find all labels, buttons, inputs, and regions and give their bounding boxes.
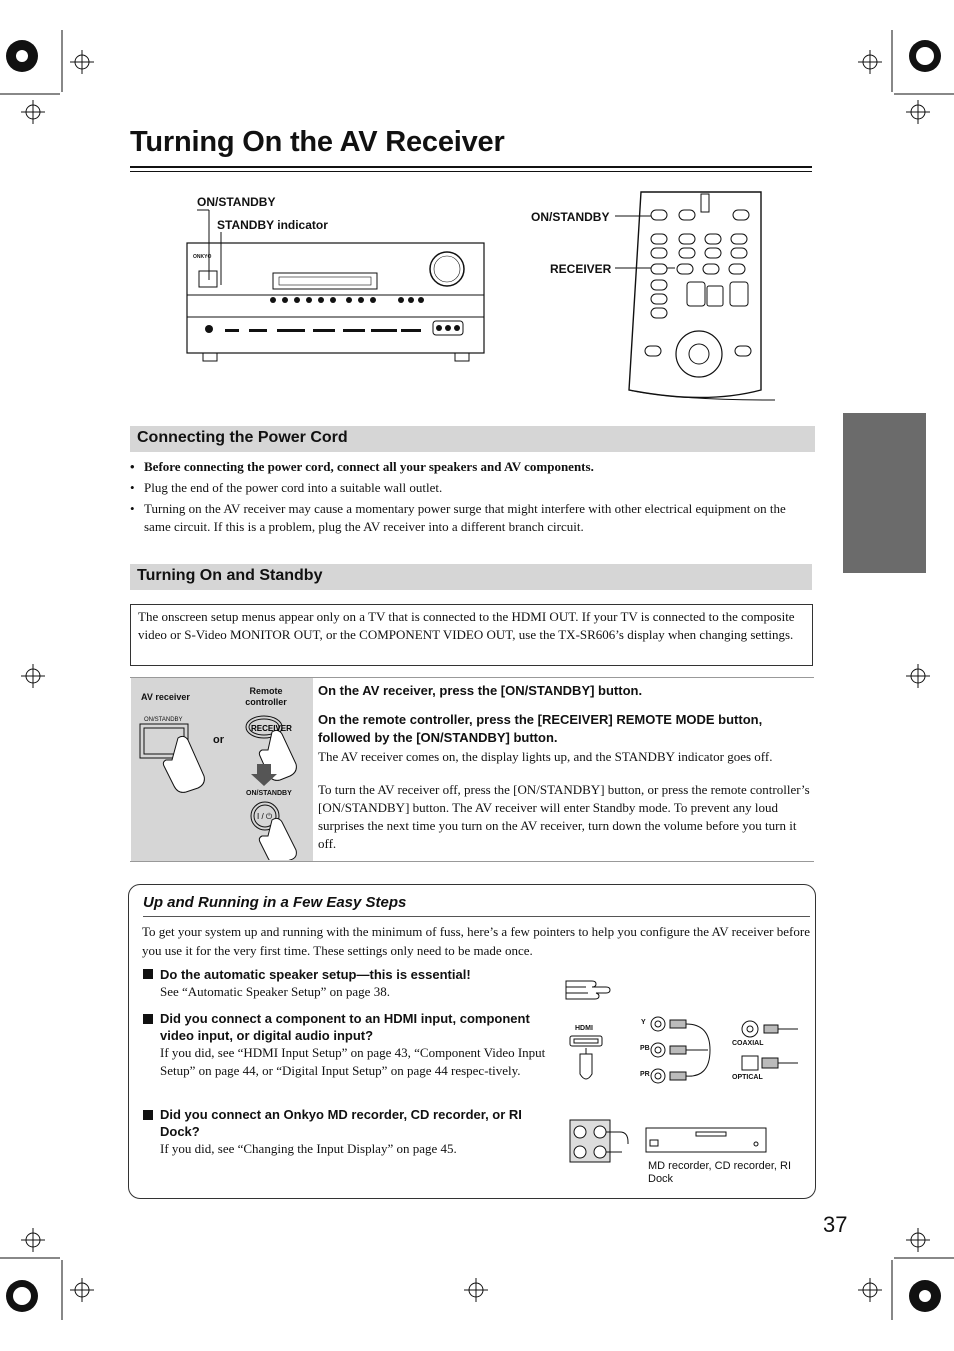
side-tab <box>843 413 926 573</box>
page-number: 37 <box>823 1212 848 1237</box>
easy-item-text: If you did, see “Changing the Input Display” on page 45. <box>160 1141 457 1156</box>
fig-coaxial-label: COAXIAL <box>732 1040 764 1047</box>
easy-steps-intro: To get your system up and running with the minimum of fuss, here’s a few pointers to help you configure the AV receiver before you use it for the very first time. These settings only need to be made once. <box>142 924 810 958</box>
on-standby-remote-label: ON/STANDBY <box>531 210 610 224</box>
fig-av-receiver-label: AV receiver <box>141 692 190 702</box>
fig-pr-label: PR <box>640 1071 650 1078</box>
easy-item-text: See “Automatic Speaker Setup” on page 38. <box>160 984 390 999</box>
hdmi-note-box: The onscreen setup menus appear only on a TV that is connected to the HDMI OUT. If your TV is connected to the composite video or S-Video MONITOR OUT, or the COMPONENT VIDEO OUT, use the TX-SR606’s display when changing settings. <box>130 604 813 666</box>
easy-steps-rule <box>143 916 810 917</box>
bullet-item: • Plug the end of the power cord into a suitable wall outlet. <box>130 479 814 497</box>
bullet-square-icon <box>143 969 153 979</box>
bullet-square-icon <box>143 1110 153 1120</box>
connector-illustrations <box>566 1012 802 1172</box>
svg-text:ONKYO: ONKYO <box>193 254 212 260</box>
fig-remote-controller-label: Remote controller <box>245 686 287 707</box>
fig-receiver-btn-text: RECEIVER <box>251 724 292 733</box>
title-rule <box>130 166 812 168</box>
fig-pb-label: PB <box>640 1045 650 1052</box>
section-heading-power-cord: Connecting the Power Cord <box>130 426 815 452</box>
section-heading-standby: Turning On and Standby <box>130 564 812 590</box>
fig-optical-label: OPTICAL <box>732 1074 763 1081</box>
standby-off-text: To turn the AV receiver off, press the [ON/STANDBY] button, or press the remote controller’s [ON/STANDBY] button. The AV receiver will enter Standby mode. To prevent any loud surprises the next time you turn on the AV receiver, turn down the volume before you turn it off. <box>318 782 810 851</box>
title-rule-thin <box>130 171 812 172</box>
easy-item-heading: Did you connect an Onkyo MD recorder, CD recorder, or RI Dock? <box>160 1107 522 1139</box>
fig-hdmi-label: HDMI <box>575 1025 593 1032</box>
standby-steps-illustration <box>138 712 308 860</box>
easy-item-heading: Did you connect a component to an HDMI input, component video input, or digital audio input? <box>160 1011 530 1043</box>
easy-steps-title: Up and Running in a Few Easy Steps <box>143 894 407 911</box>
bullet-item: • Before connecting the power cord, connect all your speakers and AV components. <box>130 458 814 476</box>
easy-item-heading: Do the automatic speaker setup—this is essential! <box>160 967 471 982</box>
steps-text <box>318 682 814 853</box>
fig-on-standby-small-label: ON/STANDBY <box>144 717 183 723</box>
step-1-heading: On the AV receiver, press the [ON/STANDBY] button. <box>318 683 643 698</box>
receiver-remote-label: RECEIVER <box>550 262 612 276</box>
fig-or-label: or <box>213 734 224 746</box>
easy-item <box>160 1106 560 1158</box>
standby-indicator-label: STANDBY indicator <box>217 218 328 232</box>
easy-item-text: If you did, see “HDMI Input Setup” on page 43, “Component Video Input Setup” on page 44, or “Digital Input Setup” on page 44 respec-tively. <box>160 1045 546 1078</box>
svg-text:I / ⏻: I / ⏻ <box>257 812 273 821</box>
step-2-text: The AV receiver comes on, the display lights up, and the STANDBY indicator goes off. <box>318 749 773 764</box>
step-2-heading: On the remote controller, press the [RECEIVER] REMOTE MODE button, followed by the [ON/STANDBY] button. <box>318 712 763 745</box>
page-title: Turning On the AV Receiver <box>130 126 505 158</box>
receiver-front-panel-illustration <box>185 205 490 365</box>
bullet-square-icon <box>143 1014 153 1024</box>
fig-on-standby-remote-label: ON/STANDBY <box>246 790 292 797</box>
steps-divider-bottom <box>130 861 814 862</box>
fig-y-label: Y <box>641 1019 646 1026</box>
power-cord-bullet-list <box>130 458 814 539</box>
pointing-hand-icon <box>563 973 611 1001</box>
bullet-item: • Turning on the AV receiver may cause a momentary power surge that might interfere with other electrical equipment on the same circuit. If this is a problem, plug the AV receiver into a different branch circuit. <box>130 500 814 536</box>
easy-item <box>160 1010 560 1079</box>
remote-control-illustration <box>615 190 780 405</box>
md-recorder-caption: MD recorder, CD recorder, RI Dock <box>648 1160 792 1185</box>
easy-item <box>160 966 560 1001</box>
on-standby-front-label: ON/STANDBY <box>197 195 276 209</box>
